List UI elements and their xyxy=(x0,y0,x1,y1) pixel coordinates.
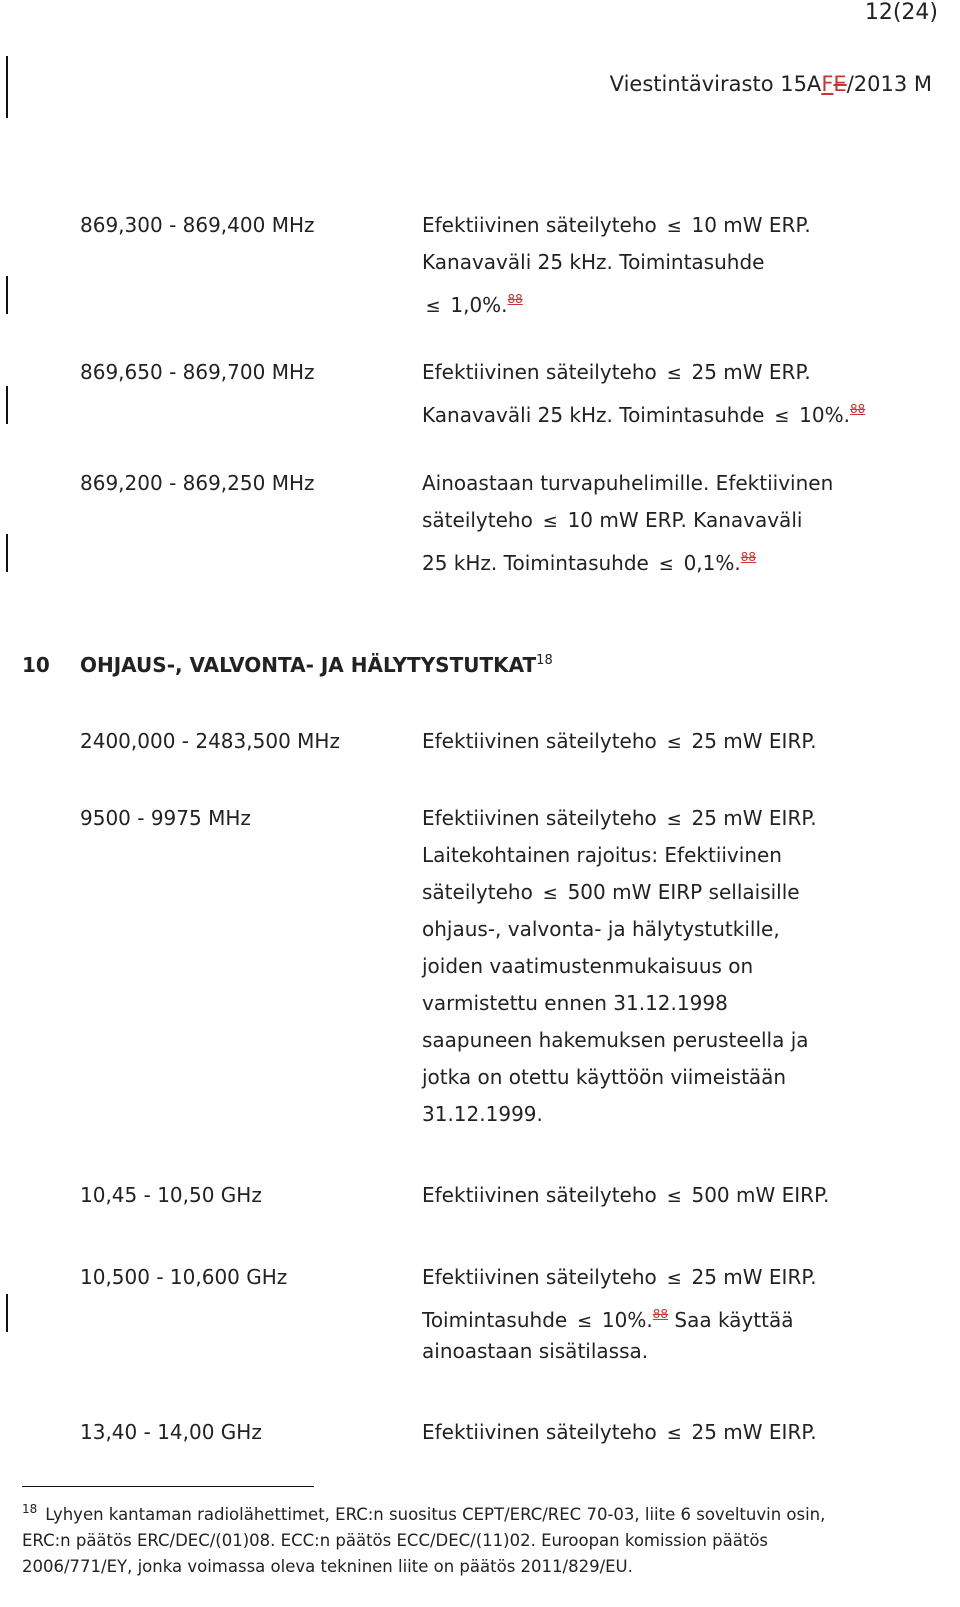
change-bar xyxy=(6,276,8,314)
frequency-range: 13,40 - 14,00 GHz xyxy=(80,1420,262,1444)
less-or-equal-symbol: ≤ xyxy=(666,216,682,237)
less-or-equal-symbol: ≤ xyxy=(425,296,441,317)
frequency-conditions: Efektiivinen säteilyteho ≤ 25 mW EIRP. xyxy=(422,723,817,760)
deleted-footnote-ref: 88 xyxy=(652,1307,669,1321)
less-or-equal-symbol: ≤ xyxy=(666,732,682,753)
deleted-footnote-ref: 88 xyxy=(507,292,523,306)
deleted-footnote-ref: 88 xyxy=(849,402,866,416)
deleted-footnote-ref: 88 xyxy=(740,550,757,564)
frequency-range: 869,650 - 869,700 MHz xyxy=(80,360,315,384)
less-or-equal-symbol: ≤ xyxy=(666,1186,682,1207)
change-bar xyxy=(6,534,8,572)
footnote: $^{18}$ Lyhyen kantaman radiolähettimet, ERC:n suositus CEPT/ERC/REC 70-03, liite 6 soveltuvin osin, ERC:n päätös ERC/DEC/(01)08. ECC:n päätös ECC/DEC/(11)02. Euroopan komission päätös 2006/771/EY, jonka voimassa oleva tekninen liite on päätös 2011/829/EU. xyxy=(22,1502,826,1576)
less-or-equal-symbol: ≤ xyxy=(542,511,558,532)
frequency-range: 9500 - 9975 MHz xyxy=(80,806,251,830)
less-or-equal-symbol: ≤ xyxy=(658,554,674,575)
less-or-equal-symbol: ≤ xyxy=(666,1268,682,1289)
footnote-separator xyxy=(22,1486,314,1487)
less-or-equal-symbol: ≤ xyxy=(577,1311,593,1332)
footnote-ref: 18 xyxy=(536,653,553,668)
doc-ref-inserted: F xyxy=(821,72,834,96)
change-bar xyxy=(6,56,8,118)
frequency-conditions: Efektiivinen säteilyteho ≤ 500 mW EIRP. xyxy=(422,1177,829,1214)
change-bar xyxy=(6,1294,8,1332)
less-or-equal-symbol: ≤ xyxy=(666,1423,682,1444)
frequency-conditions: Efektiivinen säteilyteho ≤ 25 mW ERP. Kanavaväli 25 kHz. Toimintasuhde ≤ 10%.$^{88}$ xyxy=(422,354,865,428)
frequency-conditions: Ainoastaan turvapuhelimille. Efektiivinen säteilyteho ≤ 10 mW ERP. Kanavaväli 25 kHz. Toimintasuhde ≤ 0,1%.$^{88}$ xyxy=(422,465,833,576)
doc-ref-suffix: /2013 M xyxy=(846,72,932,96)
frequency-conditions: Efektiivinen säteilyteho ≤ 10 mW ERP. Kanavaväli 25 kHz. Toimintasuhde ≤ 1,0%.$^{88}$ xyxy=(422,207,811,318)
frequency-range: 10,500 - 10,600 GHz xyxy=(80,1265,288,1289)
section-title: OHJAUS-, VALVONTA- JA HÄLYTYSTUTKAT xyxy=(80,653,537,677)
less-or-equal-symbol: ≤ xyxy=(774,406,790,427)
frequency-range: 869,300 - 869,400 MHz xyxy=(80,213,315,237)
page-number: 12(24) xyxy=(864,0,938,25)
frequency-conditions: Efektiivinen säteilyteho ≤ 25 mW EIRP. Toimintasuhde ≤ 10%.$^{88}$ Saa käyttää ainoastaan sisätilassa. xyxy=(422,1259,817,1370)
frequency-conditions: Efektiivinen säteilyteho ≤ 25 mW EIRP. Laitekohtainen rajoitus: Efektiivinen säteilyteho ≤ 500 mW EIRP sellaisille ohjaus-, valvonta- ja hälytystutkille, joiden vaatimustenmukaisuus on varmistettu ennen 31.12.1998 saapuneen hakemuksen perusteella ja jotka on otettu käyttöön viimeistään 31.12.1999. xyxy=(422,800,817,1133)
frequency-conditions: Efektiivinen säteilyteho ≤ 25 mW EIRP. xyxy=(422,1414,817,1451)
change-bar xyxy=(6,386,8,424)
frequency-range: 869,200 - 869,250 MHz xyxy=(80,471,315,495)
section-number: 10 xyxy=(22,653,50,677)
less-or-equal-symbol: ≤ xyxy=(542,883,558,904)
less-or-equal-symbol: ≤ xyxy=(666,363,682,384)
doc-ref-deleted: E xyxy=(833,72,847,96)
footnote-number: 18 xyxy=(22,1502,38,1516)
frequency-range: 10,45 - 10,50 GHz xyxy=(80,1183,262,1207)
section-heading xyxy=(22,653,553,677)
doc-ref-prefix: Viestintävirasto 15A xyxy=(609,72,822,96)
less-or-equal-symbol: ≤ xyxy=(666,809,682,830)
document-reference xyxy=(610,72,932,96)
frequency-range: 2400,000 - 2483,500 MHz xyxy=(80,729,340,753)
